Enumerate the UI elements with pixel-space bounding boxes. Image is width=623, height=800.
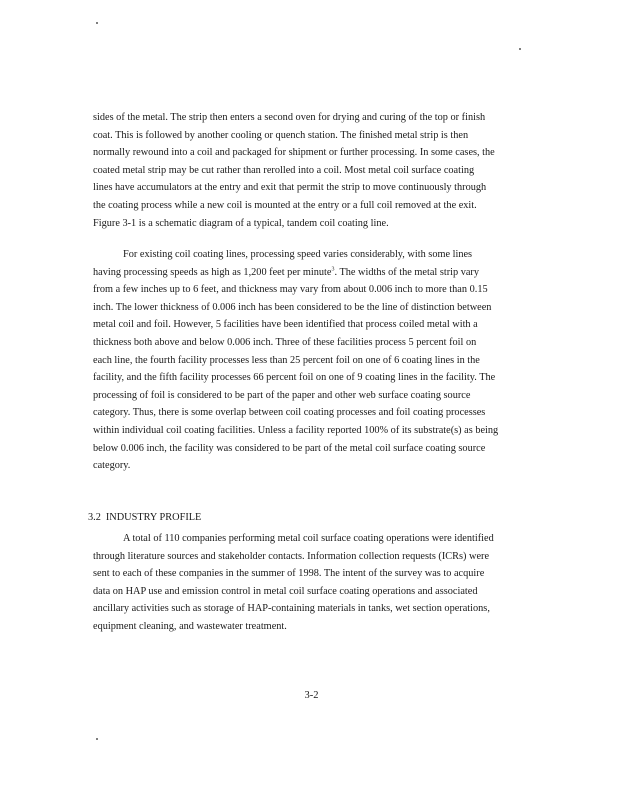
section-heading	[88, 512, 201, 523]
text-fragment: . The widths of the metal strip vary	[334, 266, 480, 278]
scan-speck	[519, 48, 521, 50]
text-line: sent to each of these companies in the summer of 1998. The intent of the survey was to acquire	[93, 568, 485, 580]
text-line: normally rewound into a coil and packaged for shipment or further processing. In some cases, the	[93, 147, 495, 159]
text-fragment: having processing speeds as high as 1,200 feet per minute	[93, 266, 332, 278]
text-line: data on HAP use and emission control in metal coil surface coating operations and associated	[93, 585, 478, 597]
text-line: thickness both above and below 0.006 inch. Three of these facilities process 5 percent foil on	[93, 336, 477, 348]
text-line: coat. This is followed by another cooling or quench station. The finished metal strip is then	[93, 129, 469, 141]
text-line: each line, the fourth facility processes less than 25 percent foil on one of 6 coating lines in the	[93, 354, 480, 366]
text-line: the coating process while a new coil is mounted at the entry or a full coil removed at the exit.	[93, 199, 477, 211]
paragraph-1	[93, 109, 503, 232]
scan-speck	[96, 22, 98, 24]
text-line: Figure 3-1 is a schematic diagram of a typical, tandem coil coating line.	[93, 217, 389, 229]
text-line: ancillary activities such as storage of HAP-containing materials in tanks, wet section operations,	[93, 603, 490, 615]
text-line: through literature sources and stakeholder contacts. Information collection requests (ICRs) were	[93, 550, 490, 562]
text-line: A total of 110 companies performing metal coil surface coating operations were identified	[123, 533, 494, 544]
scan-speck	[96, 738, 98, 740]
text-line: inch. The lower thickness of 0.006 inch has been considered to be the line of distinction between	[93, 301, 492, 313]
section-number: 3.2	[88, 512, 101, 523]
page-number: 3-2	[304, 690, 319, 701]
text-line: processing of foil is considered to be part of the paper and other web surface coating source	[93, 389, 471, 401]
text-line	[93, 264, 503, 282]
text-line: below 0.006 inch, the facility was considered to be part of the metal coil surface coating source	[93, 442, 486, 454]
text-line: category. Thus, there is some overlap between coil coating processes and foil coating processes	[93, 407, 486, 419]
text-line: coated metal strip may be cut rather than rerolled into a coil. Most metal coil surface coating	[93, 164, 475, 176]
text-line: metal coil and foil. However, 5 facilities have been identified that process coiled metal with a	[93, 319, 478, 331]
section-title: INDUSTRY PROFILE	[105, 512, 202, 523]
text-line: facility, and the fifth facility processes 66 percent foil on one of 9 coating lines in the facility. The	[93, 372, 496, 384]
text-line: category.	[93, 460, 131, 472]
paragraph-3	[93, 530, 503, 636]
text-line: lines have accumulators at the entry and exit that permit the strip to move continuously through	[93, 182, 487, 194]
text-line: For existing coil coating lines, processing speed varies considerably, with some lines	[123, 249, 473, 260]
text-line: equipment cleaning, and wastewater treatment.	[93, 620, 287, 632]
paragraph-2	[93, 246, 503, 475]
footnote-mark: 3	[331, 266, 335, 273]
text-line: within individual coil coating facilities. Unless a facility reported 100% of its substrate(s) as being	[93, 424, 499, 436]
text-line: sides of the metal. The strip then enters a second oven for drying and curing of the top or finish	[93, 112, 486, 123]
text-line: from a few inches up to 6 feet, and thickness may vary from about 0.006 inch to more than 0.15	[93, 284, 488, 296]
